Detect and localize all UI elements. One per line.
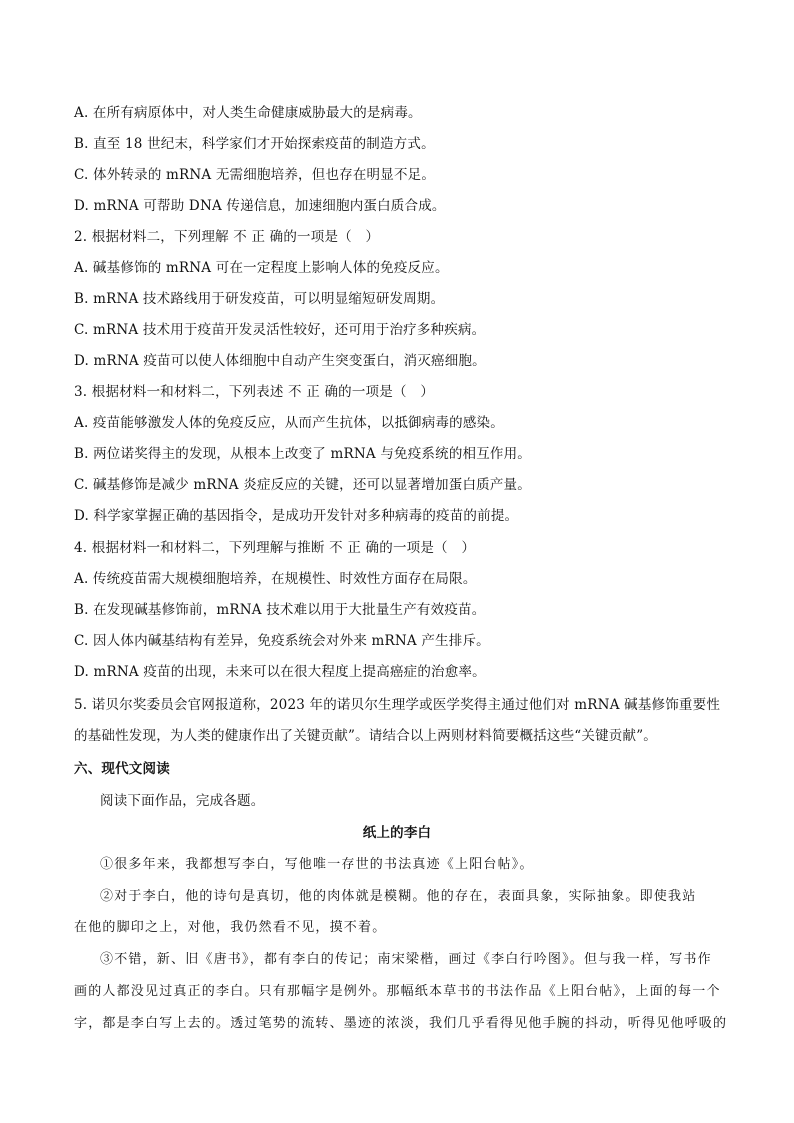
q3-stem: 3. 根据材料一和材料二，下列表述 不 正 确的一项是（ ） — [74, 384, 435, 400]
section-instruction: 阅读下面作品，完成各题。 — [100, 793, 265, 809]
q1-option-a: A. 在所有病原体中，对人类生命健康威胁最大的是病毒。 — [74, 105, 422, 121]
q1-option-c: C. 体外转录的 mRNA 无需细胞培养，但也存在明显不足。 — [74, 167, 436, 183]
passage-paragraph-3-line-1: ③不错，新、旧《唐书》，都有李白的传记；南宋梁楷，画过《李白行吟图》。但与我一样，写书作 — [100, 952, 712, 967]
q3-option-a: A. 疫苗能够激发人体的免疫反应，从而产生抗体，以抵御病毒的感染。 — [74, 415, 504, 431]
q3-option-d: D. 科学家掌握正确的基因指令，是成功开发针对多种病毒的疫苗的前提。 — [74, 508, 519, 524]
q4-stem: 4. 根据材料一和材料二，下列理解与推断 不 正 确的一项是（ ） — [74, 540, 476, 556]
q3-option-c: C. 碱基修饰是减少 mRNA 炎症反应的关键，还可以显著增加蛋白质产量。 — [74, 477, 531, 493]
passage-paragraph-2-line-1: ②对于李白，他的诗句是真切，他的肉体就是模糊。他的存在，表面具象，实际抽象。即使我站 — [100, 889, 697, 904]
q1-option-d: D. mRNA 可帮助 DNA 传递信息，加速细胞内蛋白质合成。 — [74, 198, 446, 214]
q1-option-b: B. 直至 18 世纪末，科学家们才开始探索疫苗的制造方式。 — [74, 136, 435, 152]
section-heading: 六、现代文阅读 — [74, 761, 170, 777]
passage-paragraph-2-line-2: 在他的脚印之上，对他，我仍然看不见，摸不着。 — [74, 920, 387, 935]
passage-title: 纸上的李白 — [362, 825, 432, 841]
q4-option-d: D. mRNA 疫苗的出现，未来可以在很大程度上提高癌症的治愈率。 — [74, 664, 486, 680]
q5-line-1: 5. 诺贝尔奖委员会官网报道称，2023 年的诺贝尔生理学或医学奖得主通过他们对 mRNA 碱基修饰重要性 — [74, 697, 721, 713]
q2-option-a: A. 碱基修饰的 mRNA 可在一定程度上影响人体的免疫反应。 — [74, 260, 449, 276]
q5-line-2: 的基础性发现，为人类的健康作出了关键贡献”。请结合以上两则材料简要概括这些“关键贡献”。 — [74, 728, 658, 744]
passage-paragraph-3-line-3: 字，都是李白写上去的。透过笔势的流转、墨迹的浓淡，我们几乎看得见他手腕的抖动，听得见他呼吸的 — [74, 1016, 728, 1031]
q2-stem: 2. 根据材料二，下列理解 不 正 确的一项是（ ） — [74, 229, 380, 245]
q2-option-b: B. mRNA 技术路线用于研发疫苗，可以明显缩短研发周期。 — [74, 291, 445, 307]
passage-paragraph-1: ①很多年来，我都想写李白，写他唯一存世的书法真迹《上阳台帖》。 — [100, 857, 534, 872]
q4-option-c: C. 因人体内碱基结构有差异，免疫系统会对外来 mRNA 产生排斥。 — [74, 633, 490, 649]
q3-option-b: B. 两位诺奖得主的发现，从根本上改变了 mRNA 与免疫系统的相互作用。 — [74, 446, 532, 462]
q2-option-d: D. mRNA 疫苗可以使人体细胞中自动产生突变蛋白，消灭癌细胞。 — [74, 353, 486, 369]
q4-option-b: B. 在发现碱基修饰前，mRNA 技术难以用于大批量生产有效疫苗。 — [74, 602, 486, 618]
q2-option-c: C. mRNA 技术用于疫苗开发灵活性较好，还可用于治疗多种疾病。 — [74, 322, 486, 338]
q4-option-a: A. 传统疫苗需大规模细胞培养，在规模性、时效性方面存在局限。 — [74, 571, 477, 587]
passage-paragraph-3-line-2: 画的人都没见过真正的李白。只有那幅字是例外。那幅纸本草书的书法作品《上阳台帖》，上面的每一个 — [74, 984, 721, 999]
